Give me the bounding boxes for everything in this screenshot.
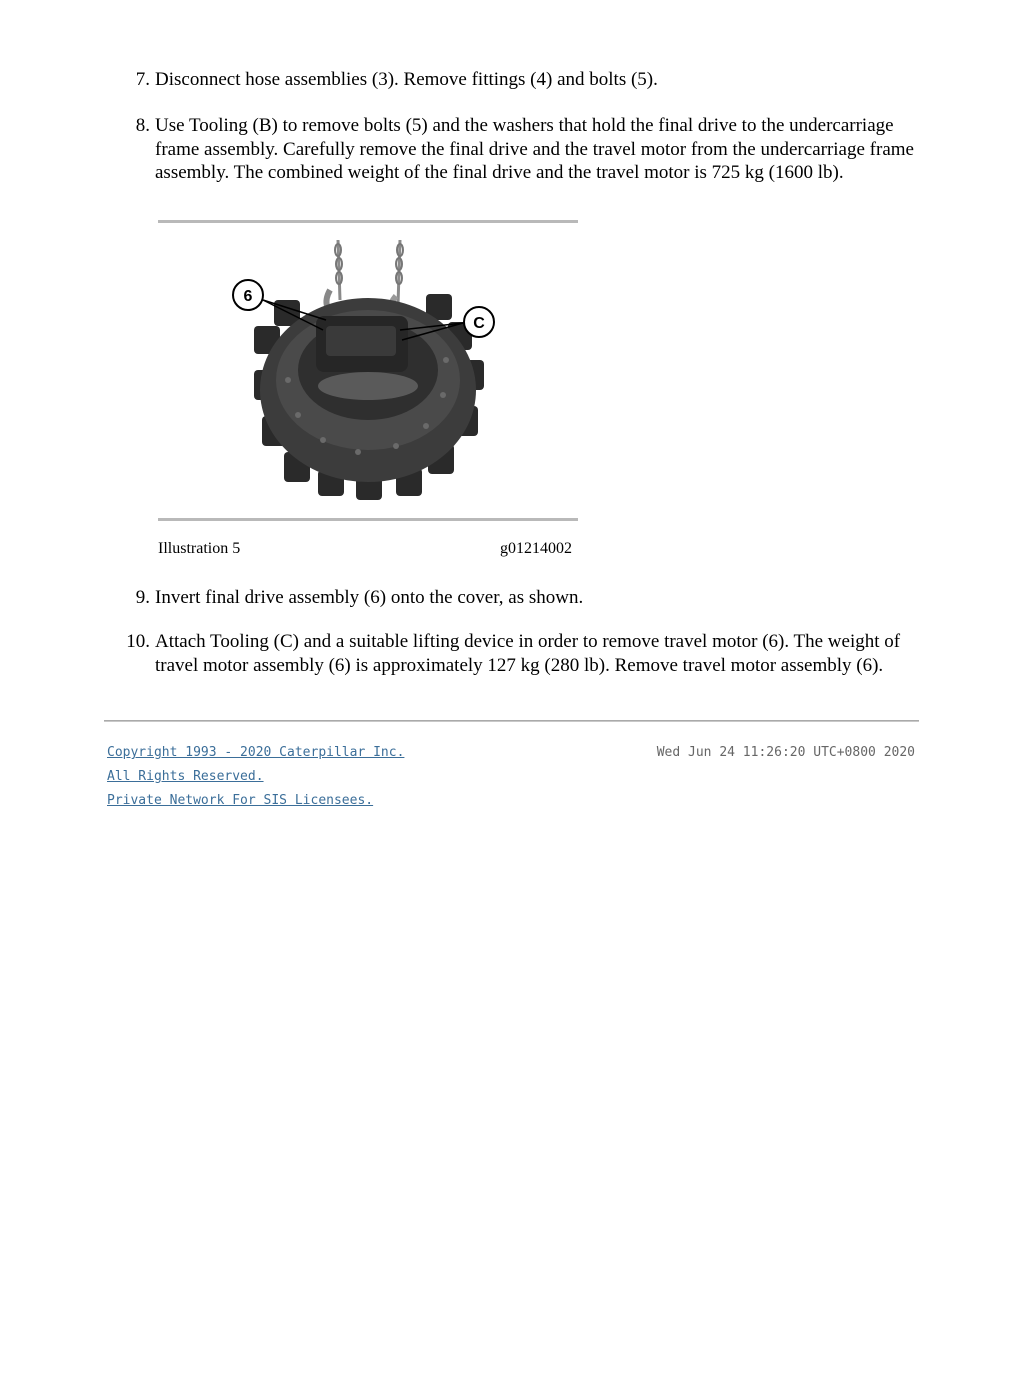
callout-6-label: 6 bbox=[243, 288, 253, 305]
step-number: 10. bbox=[126, 631, 150, 652]
callout-c-label: C bbox=[473, 315, 485, 332]
illustration-final-drive bbox=[158, 230, 578, 515]
illustration-caption: Illustration 5 bbox=[158, 540, 241, 557]
step-text: Use Tooling (B) to remove bolts (5) and the washers that hold the final drive to the undercarriage frame assembly. Carefully remove the final drive and the travel motor from the undercarriage frame assembly. The combined weight of the final drive and the travel motor is 725 kg (1600 lb). bbox=[155, 115, 914, 184]
step-text: Disconnect hose assemblies (3). Remove fittings (4) and bolts (5). bbox=[155, 69, 658, 90]
footer-divider bbox=[104, 720, 919, 722]
step-number: 7. bbox=[135, 69, 150, 90]
step-number: 9. bbox=[135, 587, 150, 608]
step-text: Invert final drive assembly (6) onto the cover, as shown. bbox=[155, 587, 584, 608]
illustration-id: g01214002 bbox=[500, 540, 572, 557]
step-text: Attach Tooling (C) and a suitable lifting device in order to remove travel motor (6). The weight of travel motor assembly (6) is approximately 127 kg (280 lb). Remove travel motor assembly (6). bbox=[155, 631, 901, 676]
step-number: 8. bbox=[135, 115, 150, 136]
timestamp: Wed Jun 24 11:26:20 UTC+0800 2020 bbox=[656, 745, 915, 760]
final-drive-image bbox=[158, 230, 578, 515]
illustration-top-rule bbox=[158, 220, 578, 223]
copyright-link[interactable]: Copyright 1993 - 2020 Caterpillar Inc. bbox=[107, 745, 405, 760]
rights-link[interactable]: All Rights Reserved. bbox=[107, 769, 264, 784]
network-link[interactable]: Private Network For SIS Licensees. bbox=[107, 793, 374, 808]
illustration-bottom-rule bbox=[158, 518, 578, 521]
